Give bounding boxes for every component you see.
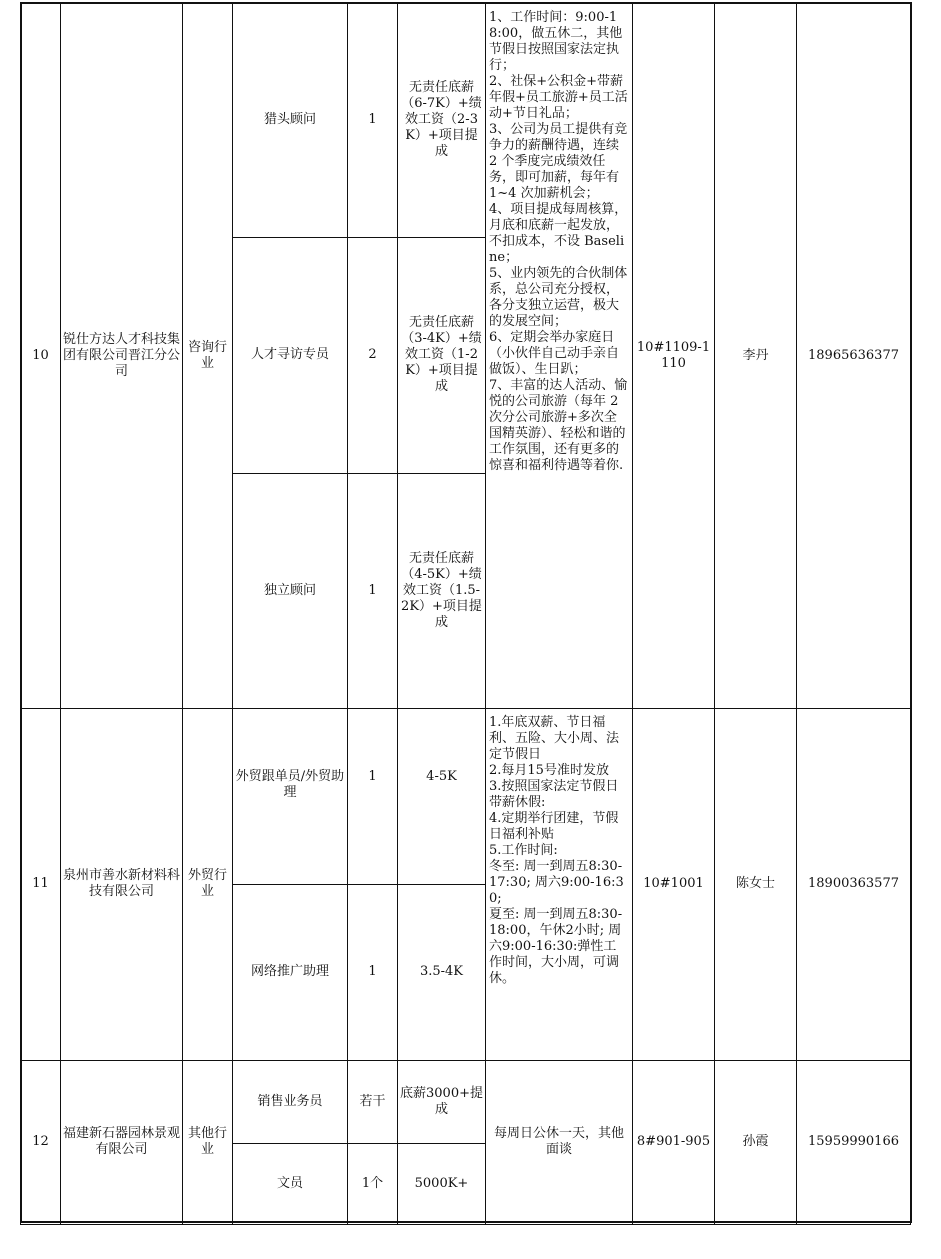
position-salary: 5000K+ bbox=[398, 1143, 486, 1224]
position-title: 网络推广助理 bbox=[233, 884, 348, 1060]
contact-person: 李丹 bbox=[715, 3, 797, 708]
position-count: 1 bbox=[348, 708, 398, 884]
position-title: 文员 bbox=[233, 1143, 348, 1224]
table-row bbox=[21, 708, 911, 884]
recruitment-table-wrapper bbox=[20, 2, 911, 1225]
position-salary: 无责任底薪（6-7K）+绩效工资（2-3K）+项目提成 bbox=[398, 3, 486, 237]
contact-person: 陈女士 bbox=[715, 708, 797, 1060]
company-number: 10 bbox=[21, 3, 61, 708]
position-salary: 4-5K bbox=[398, 708, 486, 884]
position-salary: 无责任底薪（4-5K）+绩效工资（1.5-2K）+项目提成 bbox=[398, 473, 486, 708]
booth-number: 8#901-905 bbox=[633, 1060, 715, 1224]
position-title: 人才寻访专员 bbox=[233, 237, 348, 473]
position-salary: 3.5-4K bbox=[398, 884, 486, 1060]
position-title: 销售业务员 bbox=[233, 1060, 348, 1143]
company-number: 12 bbox=[21, 1060, 61, 1224]
position-count: 1 bbox=[348, 3, 398, 237]
position-count: 1 bbox=[348, 884, 398, 1060]
company-name: 锐仕方达人才科技集团有限公司晋江分公司 bbox=[61, 3, 183, 708]
table-row bbox=[21, 3, 911, 237]
position-salary: 无责任底薪（3-4K）+绩效工资（1-2K）+项目提成 bbox=[398, 237, 486, 473]
contact-phone: 18965636377 bbox=[797, 3, 911, 708]
booth-number: 10#1109-1110 bbox=[633, 3, 715, 708]
contact-phone: 15959990166 bbox=[797, 1060, 911, 1224]
industry: 咨询行业 bbox=[183, 3, 233, 708]
position-title: 外贸跟单员/外贸助理 bbox=[233, 708, 348, 884]
company-number: 11 bbox=[21, 708, 61, 1060]
position-salary: 底薪3000+提成 bbox=[398, 1060, 486, 1143]
contact-phone: 18900363577 bbox=[797, 708, 911, 1060]
position-count: 2 bbox=[348, 237, 398, 473]
position-title: 猎头顾问 bbox=[233, 3, 348, 237]
booth-number: 10#1001 bbox=[633, 708, 715, 1060]
industry: 外贸行业 bbox=[183, 708, 233, 1060]
position-count: 若干 bbox=[348, 1060, 398, 1143]
industry: 其他行业 bbox=[183, 1060, 233, 1224]
company-name: 福建新石器园林景观有限公司 bbox=[61, 1060, 183, 1224]
company-name: 泉州市善水新材料科技有限公司 bbox=[61, 708, 183, 1060]
position-count: 1 bbox=[348, 473, 398, 708]
table-row bbox=[21, 1060, 911, 1143]
contact-person: 孙霞 bbox=[715, 1060, 797, 1224]
position-title: 独立顾问 bbox=[233, 473, 348, 708]
benefits: 1、工作时间：9:00-18:00，做五休二，其他节假日按照国家法定执行； 2、社保+公积金+带薪年假+员工旅游+员工活动+节日礼品； 3、公司为员工提供有竞争力的薪酬待遇，连续 2 个季度完成绩效任务，即可加薪，每年有 1~4 次加薪机会； 4、项目提成每周核算，月底和底薪一起发放，不扣成本，不设 Baseline； 5、业内领先的合伙制体系，总公司充分授权，各分支独立运营，极大的发展空间； 6、定期会举办家庭日（小伙伴自己动手亲自做饭）、生日趴； 7、丰富的达人活动、愉悦的公司旅游（每年 2 次分公司旅游+多次全国精英游）、轻松和谐的工作氛围，还有更多的惊喜和福利待遇等着你. bbox=[486, 3, 633, 708]
position-count: 1个 bbox=[348, 1143, 398, 1224]
benefits: 每周日公休一天，其他面谈 bbox=[486, 1060, 633, 1224]
recruitment-table bbox=[20, 2, 911, 1225]
benefits: 1.年底双薪、节日福利、五险、大小周、法定节假日 2.每月15号准时发放 3.按照国家法定节假日带薪休假: 4.定期举行团建，节假日福利补贴 5.工作时间: 冬至: 周一到周五8:30-17:30; 周六9:00-16:30; 夏至: 周一到周五8:30-18:00，午休2小时; 周六9:00-16:30:弹性工作时间，大小周，可调休。 bbox=[486, 708, 633, 1060]
